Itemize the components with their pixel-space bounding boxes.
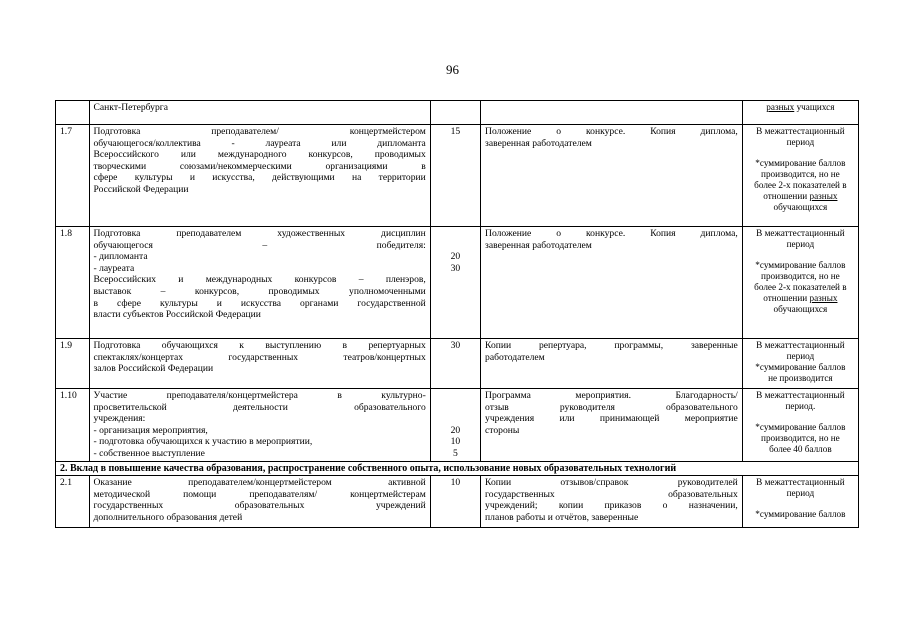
text-line: - собственное выступление: [93, 447, 205, 459]
points-cell: [430, 227, 480, 339]
row-number-cell: [56, 125, 90, 227]
documents-cell: [481, 101, 743, 125]
indicator-description: [89, 227, 430, 339]
text-line: выставок – конкурсов, проводимых уполномоченными: [93, 285, 426, 297]
criteria-line: период: [786, 137, 815, 147]
criteria-cell: [742, 389, 858, 462]
criteria-line: период: [786, 351, 815, 361]
points-value: 15: [450, 126, 461, 137]
text-line: учреждения:: [93, 413, 146, 425]
text-line: спектаклях/концертах государственных театров/концертных: [93, 351, 426, 363]
criteria-cell: [742, 125, 858, 227]
row-number-cell: [56, 389, 90, 462]
points-cell: [430, 476, 480, 528]
points-cell: [430, 125, 480, 227]
indicator-description: [89, 476, 430, 528]
spacer: [747, 499, 854, 509]
row-number-cell: [56, 339, 90, 389]
criteria-line: В межаттестационный: [756, 340, 845, 350]
criteria-cell: [742, 476, 858, 528]
text-line: методической помощи преподавателям/ концертмейстерам: [93, 488, 426, 500]
text-line: Оказание преподавателем/концертмейстером активной: [93, 477, 426, 489]
table-row: [56, 227, 859, 339]
text-line: работодателем: [485, 351, 545, 363]
text-line: в сфере культуры и искусства органами государственной: [93, 297, 426, 309]
text-line: творческими союзами/некоммерческими организациями в: [93, 160, 426, 172]
page-number: 96: [446, 62, 459, 77]
text-line: Подготовка обучающихся к выступлению в репертуарных: [93, 340, 426, 351]
text-line: просветительской деятельности образовательного: [93, 401, 426, 413]
points-value: [435, 402, 476, 414]
criteria-line: обучающихся: [773, 304, 828, 314]
points-value: [435, 228, 476, 240]
row-number: 1.7: [60, 126, 72, 137]
text-line: Всероссийского или международного конкурсов, проводимых: [93, 149, 426, 161]
criteria-line: *суммирование баллов: [755, 422, 846, 432]
criteria-line: *суммирование баллов: [755, 260, 846, 270]
points-value: 10: [450, 436, 461, 448]
text-line: сфере культуры и искусства, действующими на территории: [93, 172, 426, 184]
table-row: [56, 476, 859, 528]
row-number: 1.10: [60, 390, 77, 401]
criteria-cell: [742, 227, 858, 339]
underlined-word: разных: [809, 293, 838, 303]
table-row: [56, 101, 859, 125]
text-line: заверенная работодателем: [485, 137, 592, 149]
points-value: 20: [450, 251, 461, 263]
text-line: государственных образовательных учреждений: [93, 500, 426, 512]
text-line: дополнительного образования детей: [93, 511, 243, 523]
row-number: 1.8: [60, 228, 72, 239]
documents-cell: [481, 389, 743, 462]
points-cell: [430, 389, 480, 462]
criteria-line: В межаттестационный: [756, 126, 845, 136]
indicator-description: [89, 389, 430, 462]
criteria-line: *суммирование баллов: [755, 509, 846, 520]
criteria-line: более 2-х показателей в: [754, 180, 847, 190]
text-line: - лауреата: [93, 262, 135, 274]
text-line: Копии отзывов/справок руководителей: [485, 477, 738, 489]
points-cell: [430, 101, 480, 125]
criteria-line: период.: [785, 401, 816, 411]
text-line: планов работы и отчётов, заверенные: [485, 511, 639, 523]
documents-cell: [481, 339, 743, 389]
text-line: государственных образовательных: [485, 488, 738, 500]
row-number: 1.9: [60, 340, 72, 351]
text-line: - дипломанта: [93, 251, 148, 263]
criteria-line: отношении разных: [763, 293, 838, 303]
points-value: [435, 240, 476, 252]
text-line: - организация мероприятия,: [93, 424, 208, 436]
text-line: Санкт-Петербурга: [93, 102, 168, 113]
criteria-line: производится, но не: [761, 433, 840, 443]
text-line: Подготовка преподавателем/ концертмейстером: [93, 126, 426, 137]
criteria-line: производится, но не: [761, 169, 840, 179]
points-value: 20: [450, 424, 461, 436]
text-line: Положение о конкурсе. Копия диплома,: [485, 228, 738, 239]
criteria-line: отношении разных: [763, 191, 838, 201]
row-number-cell: [56, 227, 90, 339]
text-line: власти субъектов Российской Федерации: [93, 309, 261, 321]
text-line: Участие преподавателя/концертмейстера в культурно-: [93, 390, 426, 401]
section-heading: 2. Вклад в повышение качества образования, распространение собственного опыта, использование новых образовательных технологий: [56, 461, 859, 476]
criteria-line: не производится: [768, 373, 833, 383]
criteria-line: период: [786, 488, 815, 499]
points-value: 30: [450, 340, 461, 351]
text-line: отзыв руководителя образовательного: [485, 401, 738, 413]
table-body: [56, 101, 859, 528]
criteria-line: В межаттестационный: [756, 390, 845, 400]
table-row: [56, 125, 859, 227]
points-value: [435, 413, 476, 425]
table-row: [56, 389, 859, 462]
text-line: заверенная работодателем: [485, 239, 592, 251]
criteria-line: обучающихся: [773, 202, 828, 212]
criteria-line: *суммирование баллов: [755, 362, 846, 372]
row-number-cell: [56, 476, 90, 528]
text-line: Положение о конкурсе. Копия диплома,: [485, 126, 738, 137]
text-line: Программа мероприятия. Благодарность/: [485, 390, 738, 401]
criteria-line: более 40 баллов: [769, 444, 832, 454]
text-line: обучающегося – победителя:: [93, 239, 426, 251]
spacer: [747, 412, 854, 422]
documents-cell: [481, 227, 743, 339]
indicator-description: [89, 339, 430, 389]
spacer: [747, 250, 854, 260]
underlined-word: разных: [809, 191, 838, 201]
criteria-cell: [742, 101, 858, 125]
underlined-word: разных: [766, 102, 795, 112]
text-line: стороны: [485, 424, 520, 436]
evaluation-table: [55, 100, 859, 528]
documents-cell: [481, 476, 743, 528]
section-row: [56, 461, 859, 476]
points-cell: [430, 339, 480, 389]
text-line: обучающегося/коллектива - лауреата или дипломанта: [93, 137, 426, 149]
text-line: Подготовка преподавателем художественных дисциплин: [93, 228, 426, 239]
text-line: учреждения или принимающей мероприятие: [485, 413, 738, 425]
documents-cell: [481, 125, 743, 227]
points-value: 5: [453, 447, 458, 459]
points-value: [435, 390, 476, 402]
criteria-line: *суммирование баллов: [755, 158, 846, 168]
points-value: 30: [450, 262, 461, 274]
text-line: залов Российской Федерации: [93, 363, 214, 375]
points-value: 10: [450, 477, 461, 489]
criteria-line: производится, но не: [761, 271, 840, 281]
criteria-line: В межаттестационный: [756, 228, 845, 238]
text-line: Российской Федерации: [93, 183, 189, 195]
row-number-cell: [56, 101, 90, 125]
criteria-line: более 2-х показателей в: [754, 282, 847, 292]
text-line: Копии репертуара, программы, заверенные: [485, 340, 738, 351]
text-line: Всероссийских и международных конкурсов – пленэров,: [93, 274, 426, 286]
spacer: [747, 148, 854, 158]
criteria-line: В межаттестационный: [756, 477, 845, 488]
indicator-description: [89, 125, 430, 227]
indicator-description: [89, 101, 430, 125]
criteria-line: разных учащихся: [766, 102, 835, 112]
criteria-line: период: [786, 239, 815, 249]
criteria-cell: [742, 339, 858, 389]
table-row: [56, 339, 859, 389]
text-line: учреждений; копии приказов о назначении,: [485, 500, 738, 512]
text-line: - подготовка обучающихся к участию в мероприятии,: [93, 436, 313, 448]
row-number: 2.1: [60, 477, 72, 489]
